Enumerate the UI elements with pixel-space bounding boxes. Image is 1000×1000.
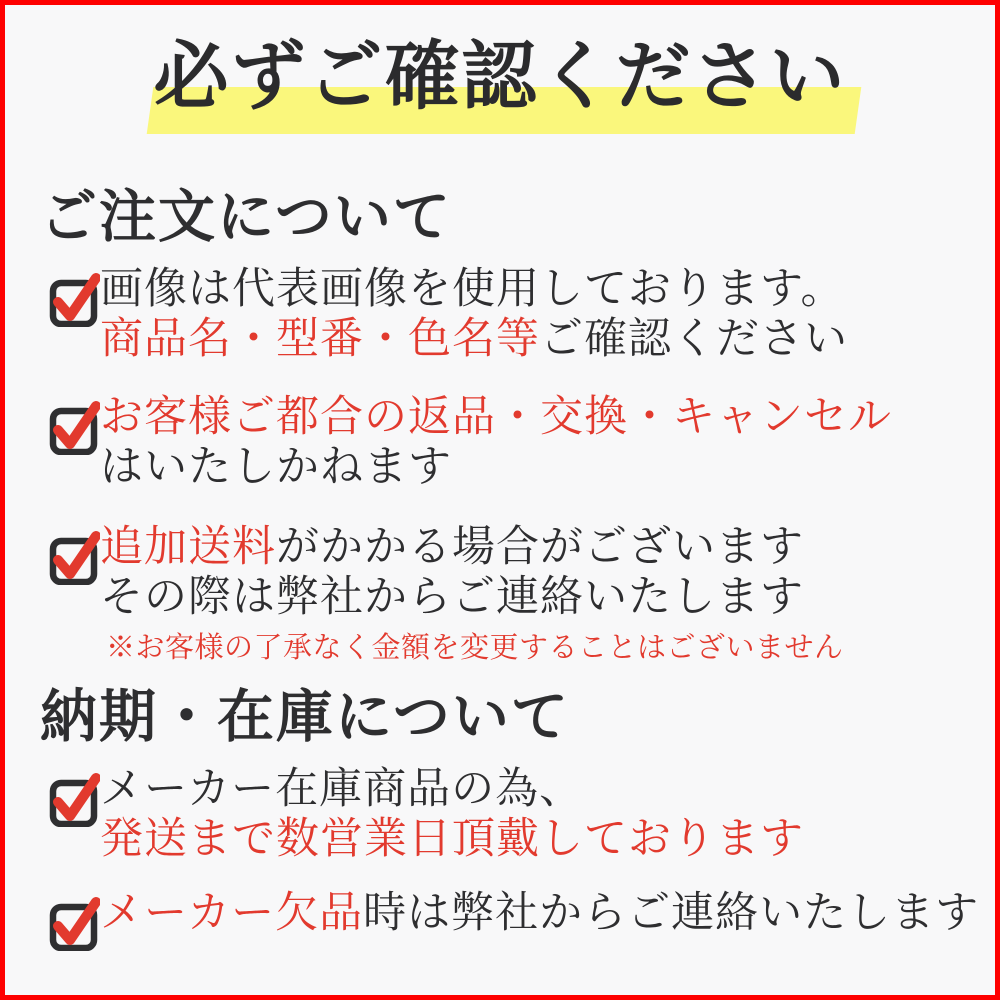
list-item — [48, 392, 980, 492]
page-title: 必ずご確認ください — [153, 32, 847, 120]
item-text — [100, 888, 980, 938]
list-item — [48, 888, 980, 938]
item-text — [100, 522, 980, 672]
checked-checkbox-icon — [48, 271, 100, 327]
text-segment-red: お客様ご都合の返品・交換・キャンセル — [100, 392, 892, 442]
text-segment: メーカー在庫商品の為、 — [100, 764, 584, 814]
checked-checkbox-icon — [48, 771, 100, 827]
text-segment-red: メーカー欠品 — [100, 888, 364, 938]
text-segment-red: 発送まで数営業日頂戴しております — [100, 814, 804, 864]
list-item — [48, 764, 980, 864]
checked-checkbox-icon — [48, 399, 100, 455]
text-segment: ご確認ください — [540, 314, 848, 364]
checked-checkbox-icon — [48, 895, 100, 951]
text-segment: その際は弊社からご連絡いたします — [100, 572, 804, 622]
text-segment-red: 追加送料 — [100, 522, 276, 572]
disclaimer-note: ※お客様の了承なく金額を変更することはございません — [106, 630, 844, 664]
checked-checkbox-icon — [48, 529, 100, 585]
list-item — [48, 264, 980, 364]
section-heading-stock: 納期・在庫について — [40, 683, 570, 750]
item-text — [100, 392, 980, 492]
text-segment: はいたしかねます — [100, 442, 452, 492]
text-segment: がかかる場合がございます — [276, 522, 804, 572]
item-text — [100, 264, 980, 364]
text-segment: 画像は代表画像を使用しております。 — [100, 264, 845, 314]
text-segment: 時は弊社からご連絡いたします — [363, 888, 980, 938]
text-segment-red: 商品名・型番・色名等 — [100, 314, 540, 364]
item-text — [100, 764, 980, 864]
list-item — [48, 522, 980, 672]
section-heading-orders: ご注文について — [40, 183, 452, 250]
